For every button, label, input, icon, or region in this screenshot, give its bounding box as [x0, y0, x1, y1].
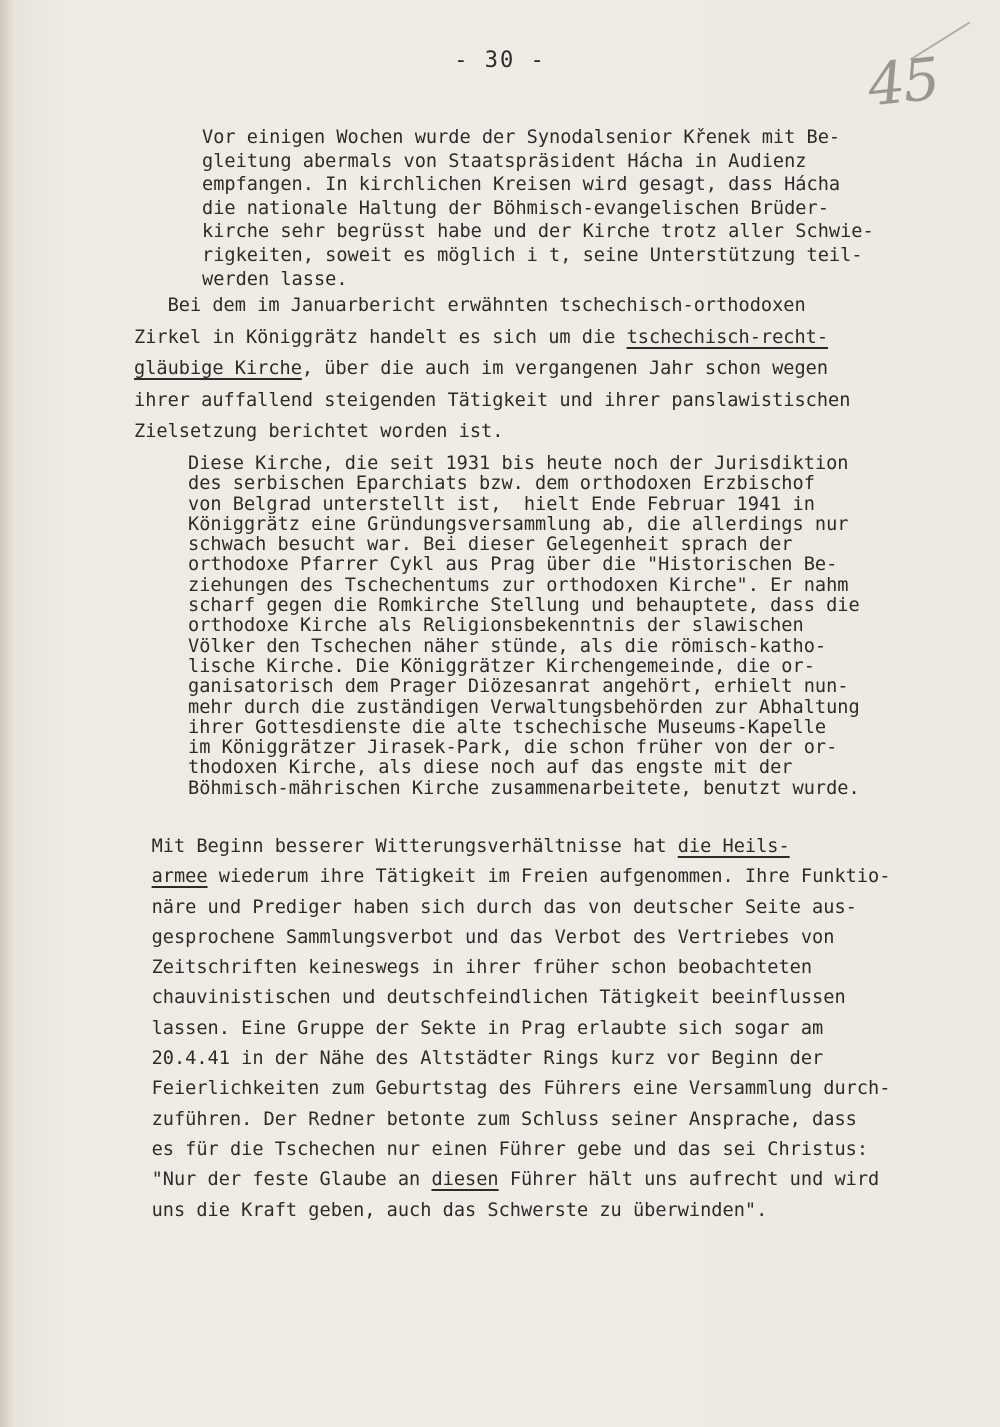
text-run: näre und Prediger haben sich durch das von deutscher Seite aus- — [118, 896, 857, 918]
text-run: mehr durch die zuständigen Verwaltungsbehörden zur Abhaltung — [188, 696, 860, 718]
text-line — [118, 1196, 890, 1226]
paragraph-januarbericht — [134, 290, 850, 448]
underlined-text: die Heils- — [677, 836, 790, 857]
text-line — [188, 596, 860, 616]
text-run: thodoxen Kirche, als diese noch auf das engste mit der — [188, 757, 793, 779]
text-line — [118, 1105, 890, 1135]
text-line — [118, 1165, 890, 1195]
text-run: es für die Tschechen nur einen Führer gebe und das sei Christus: — [118, 1138, 869, 1160]
text-run: im Königgrätzer Jirasek-Park, die schon früher von der or- — [188, 737, 838, 759]
text-line — [188, 535, 860, 555]
text-line — [202, 173, 874, 197]
text-line — [202, 126, 874, 150]
text-run: Diese Kirche, die seit 1931 bis heute noch der Jurisdiktion — [188, 453, 849, 474]
text-run: von Belgrad unterstellt ist, hielt Ende Februar 1941 in — [188, 493, 815, 515]
text-line — [188, 474, 860, 494]
text-line — [202, 150, 874, 174]
text-line — [118, 923, 890, 953]
text-run: rigkeiten, soweit es möglich i t, seine Unterstützung teil- — [202, 244, 863, 266]
text-line — [118, 1074, 890, 1104]
text-run: Zeitschriften keineswegs in ihrer früher schon beobachteten — [118, 957, 813, 979]
underlined-text: gläubige Kirche — [134, 358, 302, 379]
text-line — [118, 1135, 890, 1165]
text-run: ganisatorisch dem Prager Diözesanrat angehört, erhielt nun- — [188, 676, 849, 698]
text-run: Führer hält uns aufrecht und wird — [498, 1169, 880, 1191]
handwritten-folio-number: 45 — [864, 44, 942, 120]
text-run: , über die auch im vergangenen Jahr schon wegen — [301, 358, 829, 379]
text-line — [134, 290, 850, 322]
text-line — [188, 454, 860, 474]
text-line — [188, 576, 860, 596]
text-line — [134, 353, 850, 385]
page-number: - 30 - — [454, 48, 546, 73]
text-line — [134, 416, 850, 448]
text-run: Vor einigen Wochen wurde der Synodalsenior Křenek mit Be- — [202, 127, 841, 148]
text-run: Königgrätz eine Gründungsversammlung ab, die allerdings nur — [188, 513, 849, 535]
text-run: ihrer auffallend steigenden Tätigkeit und ihrer panslawistischen — [134, 389, 851, 411]
text-run: wiederum ihre Tätigkeit im Freien aufgenommen. Ihre Funktio- — [207, 866, 891, 888]
text-line — [118, 983, 890, 1013]
text-line — [118, 1014, 890, 1044]
text-line — [188, 657, 860, 677]
text-run: orthodoxe Kirche als Religionsbekenntnis der slawischen — [188, 615, 804, 637]
text-run: Feierlichkeiten zum Geburtstag des Führers eine Versammlung durch- — [118, 1078, 891, 1100]
paragraph-heilsarmee — [118, 832, 890, 1226]
text-run: lassen. Eine Gruppe der Sekte in Prag erlaubte sich sogar am — [118, 1017, 824, 1039]
binding-edge — [0, 0, 14, 1427]
text-run: orthodoxe Pfarrer Cykl aus Prag über die "Historischen Be- — [188, 554, 838, 576]
text-line — [188, 637, 860, 657]
text-run: Böhmisch-mährischen Kirche zusammenarbeitete, benutzt wurde. — [188, 777, 860, 799]
text-run: empfangen. In kirchlichen Kreisen wird gesagt, dass Hácha — [202, 174, 841, 196]
text-run: gleitung abermals von Staatspräsident Hácha in Audienz — [202, 150, 807, 172]
text-line — [134, 322, 850, 354]
text-line — [118, 862, 890, 892]
text-run: des serbischen Eparchiats bzw. dem orthodoxen Erzbischof — [188, 473, 815, 495]
text-run: schwach besucht war. Bei dieser Gelegenheit sprach der — [188, 534, 793, 556]
text-line — [188, 616, 860, 636]
text-run: kirche sehr begrüsst habe und der Kirche trotz aller Schwie- — [202, 221, 874, 243]
text-line — [188, 677, 860, 697]
text-run: Zielsetzung berichtet worden ist. — [134, 421, 504, 442]
text-run: uns die Kraft geben, auch das Schwerste zu überwinden". — [118, 1199, 768, 1221]
text-line — [202, 197, 874, 221]
text-run: Mit Beginn besserer Witterungsverhältnisse hat — [118, 836, 678, 857]
text-run: 20.4.41 in der Nähe des Altstädter Rings kurz vor Beginn der — [118, 1048, 824, 1070]
text-line — [188, 495, 860, 515]
text-line — [134, 385, 850, 417]
text-run: gesprochene Sammlungsverbot und das Verbot des Vertriebes von — [118, 926, 835, 948]
text-run: werden lasse. — [202, 268, 348, 290]
text-line — [118, 1044, 890, 1074]
text-run: die nationale Haltung der Böhmisch-evangelischen Brüder- — [202, 197, 829, 219]
text-run: chauvinistischen und deutschfeindlichen Tätigkeit beeinflussen — [118, 987, 846, 1009]
text-line — [188, 515, 860, 535]
text-run: scharf gegen die Romkirche Stellung und behauptete, dass die — [188, 595, 860, 617]
text-line — [188, 738, 860, 758]
text-run: ihrer Gottesdienste die alte tschechische Museums-Kapelle — [188, 716, 827, 738]
text-run: zuführen. Der Redner betonte zum Schluss seiner Ansprache, dass — [118, 1108, 857, 1130]
paragraph-diese-kirche — [188, 454, 860, 799]
text-line — [202, 268, 874, 292]
text-line — [118, 893, 890, 923]
text-line — [118, 832, 890, 862]
text-line — [118, 953, 890, 983]
text-line — [188, 555, 860, 575]
text-run: ziehungen des Tschechentums zur orthodoxen Kirche". Er nahm — [188, 574, 849, 596]
underlined-text: diesen — [431, 1169, 499, 1191]
text-run: Zirkel in Königgrätz handelt es sich um die — [134, 326, 627, 348]
text-run — [118, 866, 152, 887]
text-run: lische Kirche. Die Königgrätzer Kirchengemeinde, die or- — [188, 655, 815, 677]
text-line — [188, 698, 860, 718]
text-line — [188, 779, 860, 799]
underlined-text: armee — [151, 866, 208, 888]
text-line — [202, 220, 874, 244]
text-line — [202, 244, 874, 268]
text-line — [188, 718, 860, 738]
text-line — [188, 758, 860, 778]
text-run: "Nur der feste Glaube an — [118, 1169, 432, 1191]
text-run: Völker den Tschechen näher stünde, als die römisch-katho- — [188, 635, 827, 657]
underlined-text: tschechisch-recht- — [626, 326, 829, 348]
paragraph-synodalsenior — [202, 126, 874, 291]
text-run: Bei dem im Januarbericht erwähnten tschechisch-orthodoxen — [134, 295, 806, 316]
